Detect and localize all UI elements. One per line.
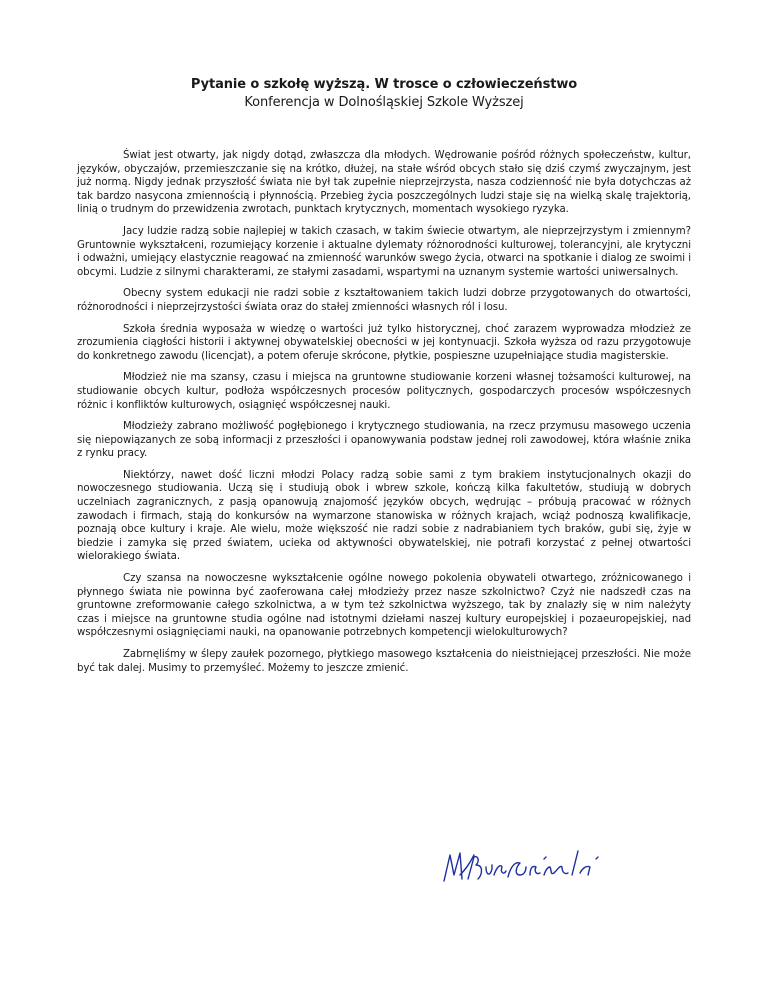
document-header [0,76,768,112]
paragraph-3: Obecny system edukacji nie radzi sobie z kształtowaniem takich ludzi dobrze przygotowanych do otwartości, różnorodności i nieprzejrzystości świata oraz do stałej zmienności własnych ról i losu. [77,288,691,313]
signature [440,845,610,885]
paragraph-5: Młodzież nie ma szansy, czasu i miejsca na gruntowne studiowanie korzeni własnej tożsamości kulturowej, na studiowanie obcych kultur, podłoża współczesnych procesów politycznych, gospodarczych procesów współczesnych różnic i konfliktów kulturowych, osiągnięć współczesnej nauki. [77,372,691,411]
paragraph-4: Szkoła średnia wyposaża w wiedzę o wartości już tylko historycznej, choć zarazem wyprowadza młodzież ze zrozumienia ciągłości historii i aktywnej obywatelskiej obecności w jej kontynuacji. Szkoła wyższa od razu przygotowuje do konkretnego zawodu (licencjat), a potem oferuje skrócone, płytkie, pospieszne uzupełniające studia magisterskie. [77,323,691,362]
paragraph-1: Świat jest otwarty, jak nigdy dotąd, zwłaszcza dla młodych. Wędrowanie pośród różnych społeczeństw, kultur, języków, obyczajów, przemieszczanie się na krótko, dłużej, na stałe wśród obcych stało się dziś czymś zwyczajnym, jest już normą. Nigdy jednak przyszłość świata nie był tak zupełnie nieprzejrzysta, nasza codzienność nie była dotychczas aż tak bardzo nasycona zmiennością i płynnością. Przebieg życia poszczególnych ludzi staje się na wielką skalę trajektorią, linią o trudnym do przewidzenia zwrotach, punktach krytycznych, momentach wysokiego ryzyka. [77,150,691,216]
signature-icon [440,845,610,885]
paragraph-2: Jacy ludzie radzą sobie najlepiej w takich czasach, w takim świecie otwartym, ale nieprzejrzystym i zmiennym? Gruntownie wykształceni, rozumiejący korzenie i aktualne dylematy różnorodności kulturowej, tolerancyjni, ale krytyczni i odważni, umiejący elastycznie reagować na zmienność warunków swego życia, otwarci na spotkanie i dialog ze swoimi i obcymi. Ludzie z silnymi charakterami, ze stałymi zasadami, wspartymi na uznanym systemie wartości uniwersalnych. [77,225,691,278]
paragraph-6: Młodzieży zabrano możliwość pogłębionego i krytycznego studiowania, na rzecz przymusu masowego uczenia się niepowiązanych ze sobą informacji z przeszłości i opanowywania podstaw jednej roli zawodowej, która właśnie znika z rynku pracy. [77,421,691,460]
paragraph-9: Zabrnęliśmy w ślepy zaułek pozornego, płytkiego masowego kształcenia do nieistniejącej przeszłości. Nie może być tak dalej. Musimy to przemyśleć. Możemy to jeszcze zmienić. [77,649,691,674]
paragraph-7: Niektórzy, nawet dość liczni młodzi Polacy radzą sobie sami z tym brakiem instytucjonalnych okazji do nowoczesnego studiowania. Uczą się i studiują obok i wbrew szkole, kończą kilka fakultetów, studiują w dobrych uczelniach zagranicznych, z pasją opanowują znajomość języków obcych, wędrując – próbują pracować w różnych zawodach i firmach, stają do konkursów na wymarzone stanowiska w różnych krajach, wciąż podnoszą kwalifikacje, poznają obce kultury i kraje. Ale wielu, może większość nie radzi sobie z nadrabianiem tych braków, gubi się, żyje w biedzie i zamyka się przed światem, ucieka od aktywności obywatelskiej, nie potrafi korzystać z pełnej otwartości wielorakiego świata. [77,469,691,563]
document-title: Pytanie o szkołę wyższą. W trosce o człowieczeństwo [190,77,578,92]
paragraph-8: Czy szansa na nowoczesne wykształcenie ogólne nowego pokolenia obywateli otwartego, zróżnicowanego i płynnego świata nie powinna być zaoferowana całej młodzieży przez nasze szkolnictwo? Czyż nie nadszedł czas na gruntowne zreformowanie całego szkolnictwa, a w tym też szkolnictwa wyższego, tak by znalazły się w nim należyty czas i miejsce na gruntowne studia ogólne nad istotnymi dziełami naszej kultury europejskiej i pozaeuropejskiej, nad współczesnymi osiągnięciami nauki, na opanowanie potrzebnych kompetencji wielokulturowych? [77,573,691,639]
document-subtitle: Konferencja w Dolnośląskiej Szkole Wyższej [244,95,524,110]
document-body [77,149,691,683]
